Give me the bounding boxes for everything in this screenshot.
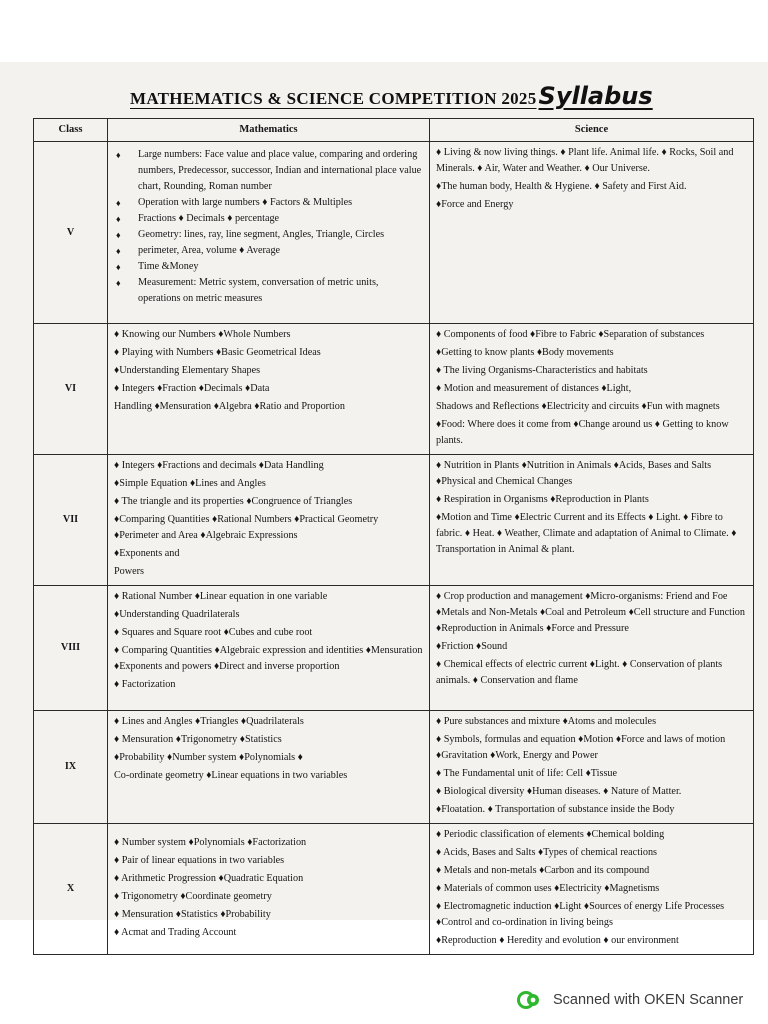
table-row	[34, 586, 754, 711]
math-cell	[108, 711, 430, 824]
math-line: ♦Understanding Elementary Shapes	[114, 365, 261, 376]
math-line: ♦ Squares and Square root ♦Cubes and cube root	[114, 627, 313, 638]
list-item: ♦ Time &Money	[114, 259, 423, 275]
science-line: ♦ Motion and measurement of distances ♦Light,	[436, 383, 632, 394]
science-cell	[430, 586, 754, 711]
science-line: ♦ Respiration in Organisms ♦Reproduction in Plants	[436, 494, 649, 505]
oken-scanner-logo-icon	[517, 990, 541, 1010]
math-cell	[108, 586, 430, 711]
science-line: ♦ Periodic classification of elements ♦Chemical bolding	[436, 829, 665, 840]
math-line: ♦ Mensuration ♦Statistics ♦Probability	[114, 909, 271, 920]
diamond-bullet-icon: ♦	[116, 230, 121, 240]
header-mathematics: Mathematics	[108, 119, 430, 142]
math-line: ♦ Factorization	[114, 679, 176, 690]
diamond-bullet-icon: ♦	[116, 262, 121, 272]
science-line: ♦Force and Energy	[436, 199, 514, 210]
class-cell: VII	[34, 455, 108, 586]
math-line: Powers	[114, 566, 144, 577]
math-line: ♦ Acmat and Trading Account	[114, 927, 237, 938]
math-line: ♦ Integers ♦Fractions and decimals ♦Data Handling	[114, 460, 324, 471]
science-cell	[430, 455, 754, 586]
science-line: Shadows and Reflections ♦Electricity and circuits ♦Fun with magnets	[436, 401, 720, 412]
science-line: ♦ Acids, Bases and Salts ♦Types of chemical reactions	[436, 847, 658, 858]
math-line: ♦ Rational Number ♦Linear equation in one variable	[114, 591, 328, 602]
title-main: MATHEMATICS & SCIENCE COMPETITION 2025	[130, 89, 537, 108]
list-item: ♦ perimeter, Area, volume ♦ Average	[114, 243, 423, 259]
science-cell	[430, 324, 754, 455]
math-line: ♦Understanding Quadrilaterals	[114, 609, 240, 620]
class-cell: V	[34, 142, 108, 324]
diamond-bullet-icon: ♦	[116, 198, 121, 208]
math-line: ♦ The triangle and its properties ♦Congruence of Triangles	[114, 496, 353, 507]
table-row	[34, 324, 754, 455]
science-line: ♦ Pure substances and mixture ♦Atoms and molecules	[436, 716, 657, 727]
science-line: ♦ The living Organisms-Characteristics and habitats	[436, 365, 648, 376]
math-line: ♦ Knowing our Numbers ♦Whole Numbers	[114, 329, 291, 340]
science-line: ♦Floatation. ♦ Transportation of substance inside the Body	[436, 804, 675, 815]
class-cell: VIII	[34, 586, 108, 711]
math-line: Handling ♦Mensuration ♦Algebra ♦Ratio and Proportion	[114, 401, 345, 412]
scanner-watermark	[517, 990, 743, 1010]
list-item: ♦ Fractions ♦ Decimals ♦ percentage	[114, 211, 423, 227]
science-cell	[430, 142, 754, 324]
diamond-bullet-icon: ♦	[116, 278, 121, 288]
class-cell: X	[34, 824, 108, 955]
math-line: ♦ Comparing Quantities ♦Algebraic expression and identities ♦Mensuration ♦Exponents and powers ♦Direct and inverse proportion	[114, 645, 423, 672]
list-item: ♦ Geometry: lines, ray, line segment, Angles, Triangle, Circles	[114, 227, 423, 243]
science-line: ♦Friction ♦Sound	[436, 641, 508, 652]
science-cell	[430, 824, 754, 955]
math-cell	[108, 142, 430, 324]
math-line: ♦ Mensuration ♦Trigonometry ♦Statistics	[114, 734, 282, 745]
math-line: ♦Exponents and	[114, 548, 180, 559]
science-line: ♦ The Fundamental unit of life: Cell ♦Tissue	[436, 768, 618, 779]
list-item: ♦ Operation with large numbers ♦ Factors & Multiples	[114, 195, 423, 211]
science-line: ♦Motion and Time ♦Electric Current and its Effects ♦ Light. ♦ Fibre to fabric. ♦ Heat. ♦ Weather, Climate and adaptation of Animal to Climate. ♦ Transportation in Animal & plant.	[436, 512, 737, 555]
math-cell	[108, 824, 430, 955]
math-line: Co-ordinate geometry ♦Linear equations in two variables	[114, 770, 348, 781]
math-line: ♦ Pair of linear equations in two variables	[114, 855, 285, 866]
science-line: ♦ Components of food ♦Fibre to Fabric ♦Separation of substances	[436, 329, 705, 340]
math-line: ♦ Integers ♦Fraction ♦Decimals ♦Data	[114, 383, 270, 394]
math-line: ♦Comparing Quantities ♦Rational Numbers ♦Practical Geometry ♦Perimeter and Area ♦Algebraic Expressions	[114, 514, 379, 541]
table-row	[34, 711, 754, 824]
science-line: ♦Reproduction ♦ Heredity and evolution ♦ our environment	[436, 935, 679, 946]
science-line: ♦ Biological diversity ♦Human diseases. ♦ Nature of Matter.	[436, 786, 682, 797]
math-cell	[108, 324, 430, 455]
header-row	[34, 119, 754, 142]
math-line: ♦ Lines and Angles ♦Triangles ♦Quadrilaterals	[114, 716, 304, 727]
math-line: ♦ Arithmetic Progression ♦Quadratic Equation	[114, 873, 304, 884]
header-science: Science	[430, 119, 754, 142]
science-line: ♦ Chemical effects of electric current ♦Light. ♦ Conservation of plants animals. ♦ Conservation and flame	[436, 659, 723, 686]
math-line: ♦ Number system ♦Polynomials ♦Factorization	[114, 837, 307, 848]
science-line: ♦ Electromagnetic induction ♦Light ♦Sources of energy Life Processes ♦Control and co-ordination in living beings	[436, 901, 725, 928]
math-line: ♦ Trigonometry ♦Coordinate geometry	[114, 891, 272, 902]
math-line: ♦Simple Equation ♦Lines and Angles	[114, 478, 266, 489]
science-line: ♦ Crop production and management ♦Micro-organisms: Friend and Foe ♦Metals and Non-Metals ♦Coal and Petroleum ♦Cell structure and Function ♦Reproduction in Animals ♦Force and Pressure	[436, 591, 745, 634]
diamond-bullet-icon: ♦	[116, 150, 121, 160]
science-line: ♦Getting to know plants ♦Body movements	[436, 347, 614, 358]
science-line: ♦ Nutrition in Plants ♦Nutrition in Animals ♦Acids, Bases and Salts ♦Physical and Chemical Changes	[436, 460, 712, 487]
science-line: ♦ Living & now living things. ♦ Plant life. Animal life. ♦ Rocks, Soil and Minerals. ♦ Air, Water and Weather. ♦ Our Universe.	[436, 147, 734, 174]
science-cell	[430, 711, 754, 824]
science-line: ♦ Symbols, formulas and equation ♦Motion ♦Force and laws of motion ♦Gravitation ♦Work, Energy and Power	[436, 734, 726, 761]
title-script: Syllabus	[538, 82, 653, 110]
math-line: ♦Probability ♦Number system ♦Polynomials ♦	[114, 752, 303, 763]
class-cell: IX	[34, 711, 108, 824]
table-row	[34, 455, 754, 586]
science-line: ♦Food: Where does it come from ♦Change around us ♦ Getting to know plants.	[436, 419, 729, 446]
diamond-bullet-icon: ♦	[116, 246, 121, 256]
list-item: ♦ Measurement: Metric system, conversation of metric units, operations on metric measures	[116, 277, 379, 304]
header-class: Class	[34, 119, 108, 142]
list-item: ♦ Large numbers: Face value and place value, comparing and ordering numbers, Predecessor, successor, Indian and international place value chart, Rounding, Roman number	[116, 149, 422, 192]
diamond-bullet-icon: ♦	[116, 214, 121, 224]
math-line: ♦ Playing with Numbers ♦Basic Geometrical Ideas	[114, 347, 321, 358]
math-cell	[108, 455, 430, 586]
table-row	[34, 824, 754, 955]
science-line: ♦The human body, Health & Hygiene. ♦ Safety and First Aid.	[436, 181, 687, 192]
class-cell: VI	[34, 324, 108, 455]
table-row	[34, 142, 754, 324]
page-title	[130, 82, 653, 110]
science-line: ♦ Metals and non-metals ♦Carbon and its compound	[436, 865, 650, 876]
math-list	[114, 147, 423, 307]
watermark-text: Scanned with OKEN Scanner	[553, 992, 744, 1008]
syllabus-table	[33, 118, 754, 955]
science-line: ♦ Materials of common uses ♦Electricity ♦Magnetisms	[436, 883, 660, 894]
